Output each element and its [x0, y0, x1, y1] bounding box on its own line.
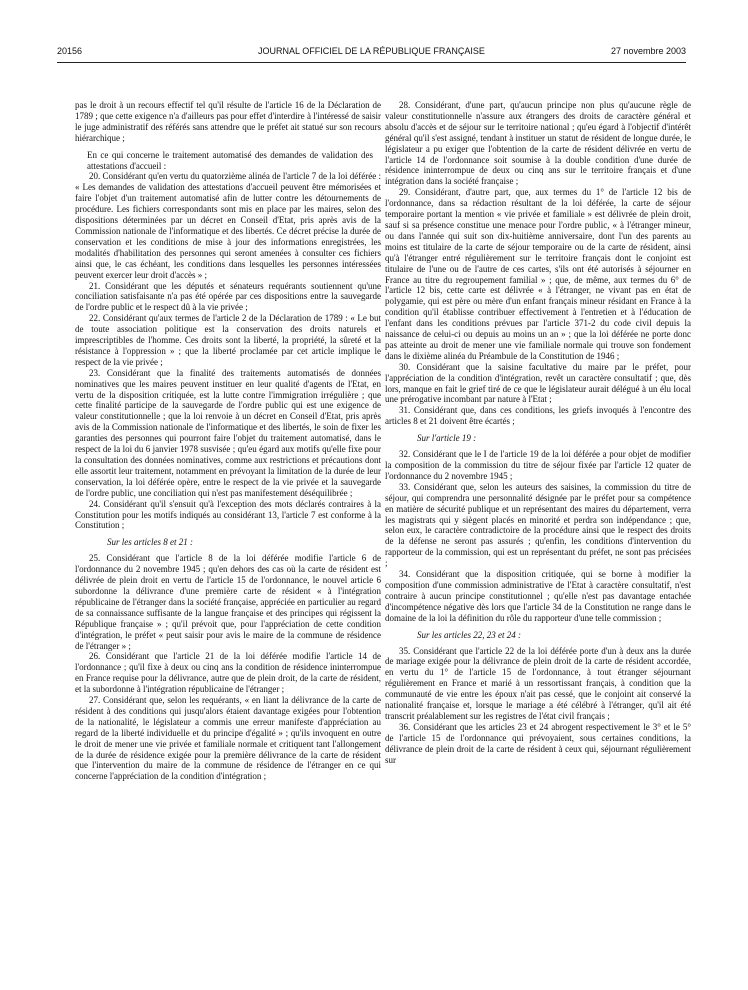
paragraph-32: 32. Considérant que le I de l'article 19 de la loi déférée a pour objet de modifier la composition de la commission du titre de séjour fixée par l'article 12 quater de l'ordonnance du 2 novembre 1945 ;	[385, 449, 691, 481]
paragraph-24: 24. Considérant qu'il s'ensuit qu'à l'exception des mots déclarés contraires à la Constitution pour les motifs indiqués au considérant 13, l'article 7 est conforme à la Constitution ;	[75, 498, 381, 531]
paragraph-21: 21. Considérant que les députés et sénateurs requérants soutiennent qu'une conciliation satisfaisante n'a pas été opérée par ces dispositions entre la sauvegarde de l'ordre public et le respect dû à la vie privée ;	[75, 280, 381, 313]
journal-title: JOURNAL OFFICIEL DE LA RÉPUBLIQUE FRANÇAISE	[258, 46, 485, 56]
paragraph-22: 22. Considérant qu'aux termes de l'article 2 de la Déclaration de 1789 : « Le but de toute association politique est la conservation des droits naturels et imprescriptibles de l'homme. Ces droits sont la liberté, la propriété, la sûreté et la résistance à l'oppression » ; que la liberté proclamée par cet article implique le respect de la vie privée ;	[75, 313, 381, 367]
paragraph-29: 29. Considérant, d'autre part, que, aux termes du 1° de l'article 12 bis de l'ordonnance, dans sa rédaction résultant de la loi déférée, la carte de séjour temporaire portant la mention « vie privée et familiale » est délivrée de plein droit, sauf si sa présence constitue une menace pour l'ordre public, « à l'étranger mineur, ou dans l'année qui suit son dix-huitième anniversaire, dont l'un des parents au moins est titulaire de la carte de séjour temporaire ou de la carte de résident, ainsi qu'à l'étranger entré régulièrement sur le territoire français dont le conjoint est titulaire de l'une ou de l'autre de ces cartes, s'ils ont été autorisés à séjourner en France au titre du regroupement familial » ; que, de même, aux termes du 6° de l'article 12 bis, cette carte est délivrée « à l'étranger, ne vivant pas en état de polygamie, qui est père ou mère d'un enfant français mineur résidant en France à la condition qu'il établisse contribuer effectivement à l'entretien et à l'éducation de l'enfant dans les conditions prévues par l'article 371-2 du code civil depuis la naissance de celui-ci ou depuis au moins un an » ; que la loi déférée ne porte donc pas atteinte au droit de mener une vie familiale normale qui trouve son fondement dans le dixième alinéa du Préambule de la Constitution de 1946 ;	[385, 187, 691, 361]
page-number: 20156	[57, 46, 83, 56]
section-intro: En ce qui concerne le traitement automatisé des demandes de validation des attestations d'accueil :	[87, 149, 373, 171]
paragraph-31: 31. Considérant que, dans ces conditions, les griefs invoqués à l'encontre des articles 8 et 21 doivent être écartés ;	[385, 405, 691, 427]
paragraph-34: 34. Considérant que la disposition critiquée, qui se borne à modifier la composition d'une commission administrative de l'Etat à caractère consultatif, n'est contraire à aucun principe constitutionnel ; qu'elle n'est pas davantage entachée d'incompétence négative dès lors que l'article 34 de la Constitution ne range dans le domaine de la loi la définition du rôle du rapporteur d'une telle commission ;	[385, 569, 691, 623]
paragraph-35: 35. Considérant que l'article 22 de la loi déférée porte d'un à deux ans la durée de mariage exigée pour la délivrance de plein droit de la carte de résident accordée, en vertu du 1° de l'article 15 de l'ordonnance, à tout étranger séjournant régulièrement en France et marié à un ressortissant français, à condition que la communauté de vie entre les époux n'ait pas cessé, que le conjoint ait conservé la nationalité française et, lorsque le mariage a été célébré à l'étranger, qu'il ait été transcrit préalablement sur les registres de l'état civil français ;	[385, 645, 691, 721]
paragraph-26: 26. Considérant que l'article 21 de la loi déférée modifie l'article 14 de l'ordonnance ; qu'il fixe à deux ou cinq ans la condition de résidence ininterrompue en France requise pour la délivrance, autre que de plein droit, de la carte de résident, et la subordonne à l'intégration républicaine de l'étranger ;	[75, 651, 381, 695]
subheading-articles-22-23-24: Sur les articles 22, 23 et 24 :	[417, 629, 521, 640]
subheading-articles-8-21: Sur les articles 8 et 21 :	[107, 537, 193, 548]
paragraph-continued: pas le droit à un recours effectif tel qu'il résulte de l'article 16 de la Déclaration de 1789 ; que cette exigence n'a d'ailleurs pas pour effet d'interdire à l'intéressé de saisir le juge administratif des référés sans attendre que le préfet ait statué sur son recours hiérarchique ;	[75, 100, 381, 143]
paragraph-30: 30. Considérant que la saisine facultative du maire par le préfet, pour l'appréciation de la condition d'intégration, revêt un caractère consultatif ; que, dès lors, manque en fait le grief tiré de ce que le législateur aurait délégué à un élu local une prérogative incombant par nature à l'Etat ;	[385, 361, 691, 405]
subheading-article-19: Sur l'article 19 :	[417, 433, 477, 444]
left-column	[75, 100, 381, 980]
paragraph-27: 27. Considérant que, selon les requérants, « en liant la délivrance de la carte de résident à des conditions qui jusqu'alors étaient davantage exigées pour l'obtention de la nationalité, le législateur a commis une erreur manifeste d'appréciation au regard de la liberté individuelle et du principe d'égalité » ; qu'ils invoquent en outre le droit de mener une vie privée et familiale normale et critiquent tant l'allongement de la durée de résidence exigée pour la première délivrance de la carte de résident que l'intervention du maire de la commune de résidence de l'étranger en ce qui concerne l'appréciation de la condition d'intégration ;	[75, 695, 381, 782]
header-rule	[57, 62, 686, 63]
right-column	[385, 100, 691, 980]
page-header	[57, 46, 686, 60]
paragraph-23: 23. Considérant que la finalité des traitements automatisés de données nominatives que les maires peuvent instituer en leur qualité d'agents de l'Etat, en vertu de la disposition critiquée, est la lutte contre l'immigration irrégulière ; que cette finalité participe de la sauvegarde de l'ordre public qui est une exigence de valeur constitutionnelle ; que la loi renvoie à un décret en Conseil d'Etat, pris après avis de la Commission nationale de l'informatique et des libertés, le soin de fixer les garanties des personnes qui pourront faire l'objet du traitement automatisé, dans le respect de la loi du 6 janvier 1978 susvisée ; qu'eu égard aux motifs qu'elle fixe pour la consultation des données nominatives, comme aux restrictions et précautions dont elle assortit leur traitement, notamment en prévoyant la limitation de la durée de leur conservation, la loi déférée opère, entre le respect de la vie privée et la sauvegarde de l'ordre public, une conciliation qui n'est pas manifestement déséquilibrée ;	[75, 367, 381, 498]
paragraph-28: 28. Considérant, d'une part, qu'aucun principe non plus qu'aucune règle de valeur constitutionnelle n'assure aux étrangers des droits de caractère général et absolu d'accès et de séjour sur le territoire national ; qu'eu égard à l'objectif d'intérêt général qu'il s'est assigné, tendant à instituer un statut de résident de longue durée, le législateur a pu exiger que l'obtention de la carte de résident délivrée en vertu de l'article 14 de l'ordonnance soit soumise à la double condition d'une durée de résidence ininterrompue de deux ou cinq ans sur le territoire français et d'une intégration dans la société française ;	[385, 100, 691, 187]
paragraph-25: 25. Considérant que l'article 8 de la loi déférée modifie l'article 6 de l'ordonnance du 2 novembre 1945 ; qu'en dehors des cas où la carte de résident est délivrée de plein droit en vertu de l'article 15 de l'ordonnance, le nouvel article 6 subordonne la délivrance d'une première carte de résident « à l'intégration républicaine de l'étranger dans la société française, appréciée en particulier au regard de sa connaissance suffisante de la langue française et des principes qui régissent la République française » ; qu'il prévoit que, pour l'appréciation de cette condition d'intégration, le préfet « peut saisir pour avis le maire de la commune de résidence de l'étranger » ;	[75, 553, 381, 651]
paragraph-36: 36. Considérant que les articles 23 et 24 abrogent respectivement le 3° et le 5° de l'article 15 de l'ordonnance qui prévoyaient, sous certaines conditions, la délivrance de plein droit de la carte de résident à ceux qui, séjournant régulièrement sur	[385, 721, 691, 765]
paragraph-33: 33. Considérant que, selon les auteurs des saisines, la commission du titre de séjour, qui comprendra une personnalité désignée par le préfet pour sa compétence en matière de sécurité publique et un représentant des maires du département, verra les magistrats qui y siègent placés en minorité et perdra son indépendance ; que, selon eux, le caractère contradictoire de la procédure ainsi que le respect des droits de la défense ne seront pas assurés ; qu'enfin, les conditions d'intervention du rapporteur de la commission, qui est un représentant du préfet, ne sont pas précisées ;	[385, 481, 691, 569]
paragraph-20: 20. Considérant qu'en vertu du quatorzième alinéa de l'article 7 de la loi déférée : « Les demandes de validation des attestations d'accueil peuvent être mémorisées et faire l'objet d'un traitement automatisé afin de lutter contre les détournements de procédure. Les fichiers correspondants sont mis en place par les maires, selon des dispositions déterminées par un décret en Conseil d'Etat, pris après avis de la Commission nationale de l'informatique et des libertés. Ce décret précise la durée de conservation et les conditions de mise à jour des informations enregistrées, les modalités d'habilitation des personnes qui seront amenées à consulter ces fichiers ainsi que, le cas échéant, les conditions dans lesquelles les personnes intéressées peuvent exercer leur droit d'accès » ;	[75, 171, 381, 280]
publication-date: 27 novembre 2003	[610, 46, 686, 56]
